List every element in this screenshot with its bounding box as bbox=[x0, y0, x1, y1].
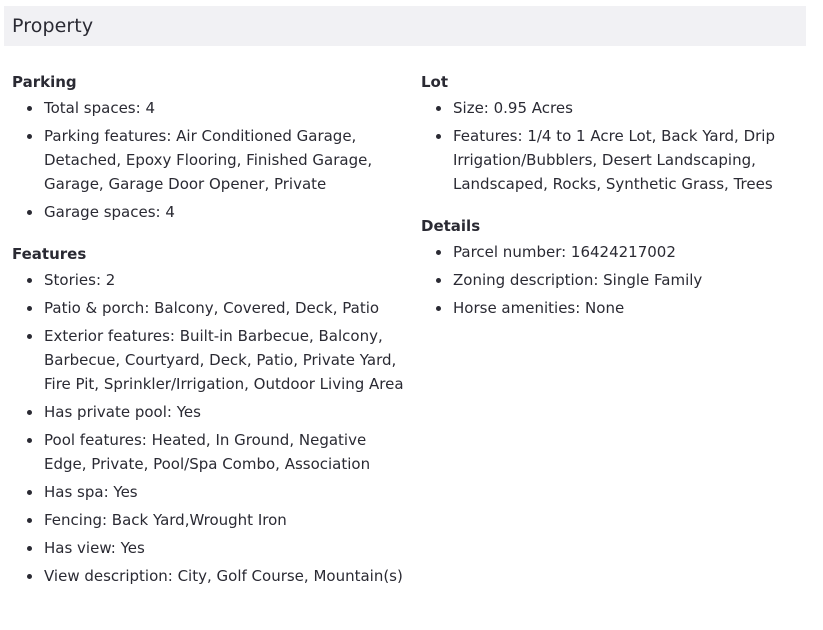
list-item-text: Exterior features: Built-in Barbecue, Balcony, Barbecue, Courtyard, Deck, Patio, Private Yard, Fire Pit, Sprinkler/Irrigation, Outdoor Living Area bbox=[44, 327, 404, 393]
list-item bbox=[12, 124, 404, 196]
list-item-text: Size: 0.95 Acres bbox=[453, 99, 573, 117]
list-item-text: View description: City, Golf Course, Mountain(s) bbox=[44, 567, 403, 585]
bullet-icon bbox=[27, 410, 32, 415]
section-title: Property bbox=[12, 15, 94, 37]
list-item-text: Parking features: Air Conditioned Garage, Detached, Epoxy Flooring, Finished Garage, Garage, Garage Door Opener, Private bbox=[44, 127, 373, 193]
bullet-icon bbox=[27, 106, 32, 111]
group-title-lot: Lot bbox=[421, 73, 449, 91]
list-item bbox=[12, 564, 404, 588]
group-title-features: Features bbox=[12, 245, 87, 263]
list-item bbox=[12, 96, 404, 120]
bullet-icon bbox=[436, 250, 441, 255]
list-item-text: Horse amenities: None bbox=[453, 299, 625, 317]
group-title-parking: Parking bbox=[12, 73, 77, 91]
features-list bbox=[12, 268, 404, 588]
bullet-icon bbox=[27, 546, 32, 551]
right-column bbox=[421, 70, 801, 338]
bullet-icon bbox=[27, 278, 32, 283]
left-column bbox=[12, 70, 404, 606]
list-item bbox=[12, 268, 404, 292]
details-list bbox=[421, 240, 801, 320]
features-group bbox=[12, 242, 404, 588]
list-item-text: Has private pool: Yes bbox=[44, 403, 201, 421]
list-item-text: Pool features: Heated, In Ground, Negative Edge, Private, Pool/Spa Combo, Association bbox=[44, 431, 371, 473]
parking-list bbox=[12, 96, 404, 224]
list-item bbox=[421, 296, 801, 320]
bullet-icon bbox=[27, 306, 32, 311]
group-title-details: Details bbox=[421, 217, 481, 235]
lot-group bbox=[421, 70, 801, 196]
list-item-text: Has view: Yes bbox=[44, 539, 145, 557]
list-item bbox=[12, 536, 404, 560]
list-item-text: Fencing: Back Yard,Wrought Iron bbox=[44, 511, 287, 529]
list-item-text: Garage spaces: 4 bbox=[44, 203, 175, 221]
list-item bbox=[12, 296, 404, 320]
list-item bbox=[12, 324, 404, 396]
bullet-icon bbox=[27, 438, 32, 443]
parking-group bbox=[12, 70, 404, 224]
list-item bbox=[12, 480, 404, 504]
lot-list bbox=[421, 96, 801, 196]
list-item-text: Has spa: Yes bbox=[44, 483, 138, 501]
list-item-text: Total spaces: 4 bbox=[44, 99, 155, 117]
list-item bbox=[421, 240, 801, 264]
section-header bbox=[4, 6, 806, 46]
bullet-icon bbox=[436, 306, 441, 311]
bullet-icon bbox=[27, 518, 32, 523]
bullet-icon bbox=[436, 106, 441, 111]
bullet-icon bbox=[436, 278, 441, 283]
list-item bbox=[12, 508, 404, 532]
details-group bbox=[421, 214, 801, 320]
list-item-text: Features: 1/4 to 1 Acre Lot, Back Yard, Drip Irrigation/Bubblers, Desert Landscaping, Landscaped, Rocks, Synthetic Grass, Trees bbox=[453, 127, 775, 193]
bullet-icon bbox=[27, 334, 32, 339]
bullet-icon bbox=[27, 490, 32, 495]
list-item bbox=[421, 96, 801, 120]
bullet-icon bbox=[27, 210, 32, 215]
bullet-icon bbox=[27, 134, 32, 139]
bullet-icon bbox=[27, 574, 32, 579]
list-item bbox=[12, 200, 404, 224]
list-item-text: Zoning description: Single Family bbox=[453, 271, 703, 289]
bullet-icon bbox=[436, 134, 441, 139]
list-item-text: Stories: 2 bbox=[44, 271, 116, 289]
list-item bbox=[421, 124, 801, 196]
list-item bbox=[12, 400, 404, 424]
list-item bbox=[421, 268, 801, 292]
list-item-text: Parcel number: 16424217002 bbox=[453, 243, 676, 261]
list-item bbox=[12, 428, 404, 476]
list-item-text: Patio & porch: Balcony, Covered, Deck, Patio bbox=[44, 299, 380, 317]
